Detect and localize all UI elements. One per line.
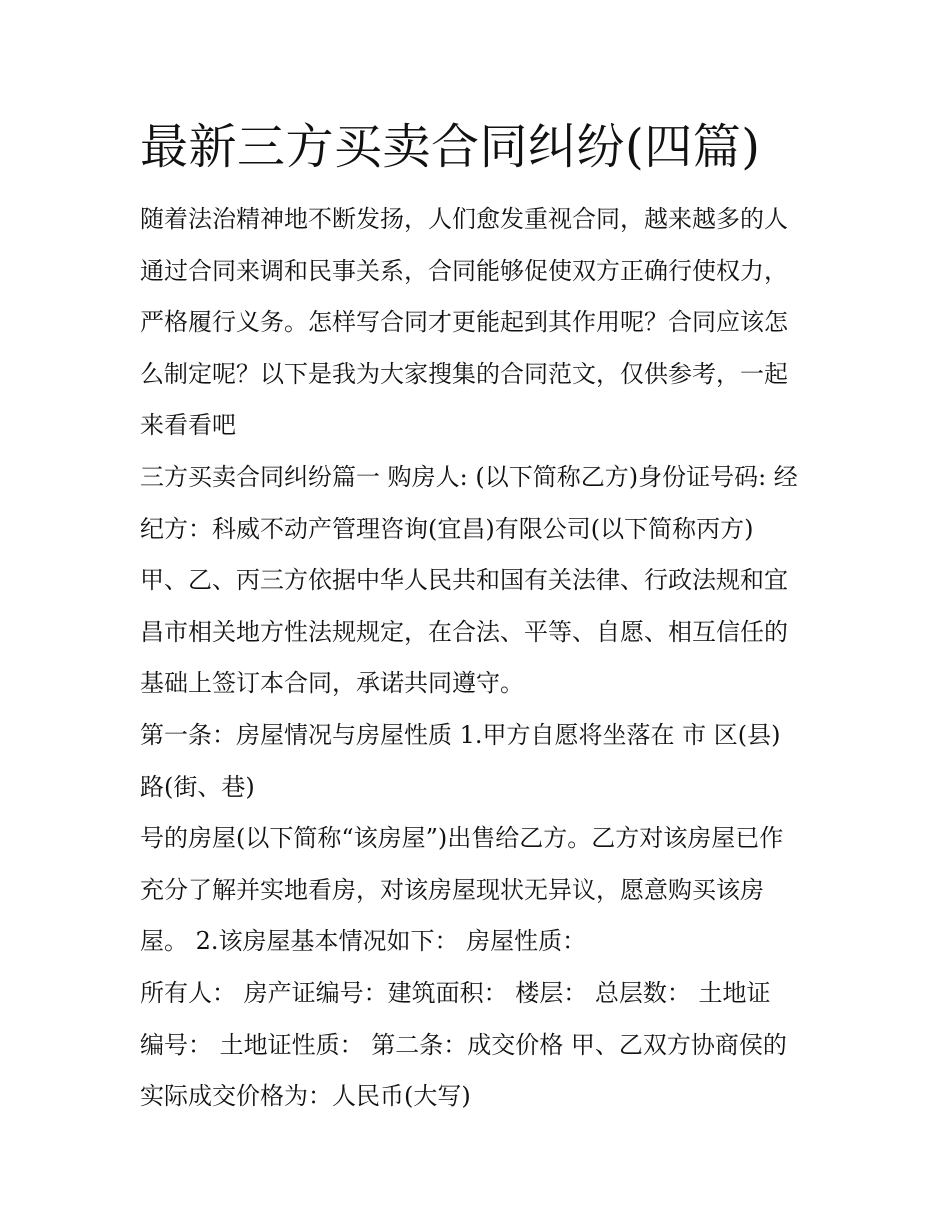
document-title: 最新三方买卖合同纠纷(四篇) — [140, 119, 761, 175]
body-line: 来看看吧 — [140, 411, 236, 440]
body-line: 三方买卖合同纠纷篇一 购房人: (以下简称乙方)身份证号码: 经 — [140, 462, 798, 491]
body-line: 么制定呢？以下是我为大家搜集的合同范文，仅供参考，一起 — [140, 359, 788, 388]
body-line: 编号： 土地证性质： 第二条：成交价格 甲、乙双方协商侯的 — [140, 1030, 787, 1059]
body-line: 纪方：科威不动产管理咨询(宜昌)有限公司(以下简称丙方) — [140, 514, 754, 543]
body-line: 屋。 2.该房屋基本情况如下： 房屋性质： — [140, 927, 587, 956]
body-line: 昌市相关地方性法规规定，在合法、平等、自愿、相互信任的 — [140, 617, 788, 646]
body-line: 通过合同来调和民事关系，合同能够促使双方正确行使权力， — [140, 256, 788, 285]
body-line: 号的房屋(以下简称“该房屋”)出售给乙方。乙方对该房屋已作 — [140, 824, 784, 853]
document-body — [140, 194, 820, 1123]
body-line: 实际成交价格为：人民币(大写) — [140, 1082, 471, 1111]
body-line: 充分了解并实地看房，对该房屋现状无异议，愿意购买该房 — [140, 875, 764, 904]
body-line: 甲、乙、丙三方依据中华人民共和国有关法律、行政法规和宜 — [140, 566, 788, 595]
body-line: 所有人： 房产证编号：建筑面积： 楼层： 总层数： 土地证 — [140, 978, 771, 1007]
body-line: 基础上签订本合同，承诺共同遵守。 — [140, 669, 524, 698]
body-line: 严格履行义务。怎样写合同才更能起到其作用呢？合同应该怎 — [140, 308, 788, 337]
body-line: 随着法治精神地不断发扬，人们愈发重视合同，越来越多的人 — [140, 205, 788, 233]
body-line: 路(街、巷) — [140, 772, 255, 801]
body-line: 第一条：房屋情况与房屋性质 1.甲方自愿将坐落在 市 区(县) — [140, 720, 781, 749]
